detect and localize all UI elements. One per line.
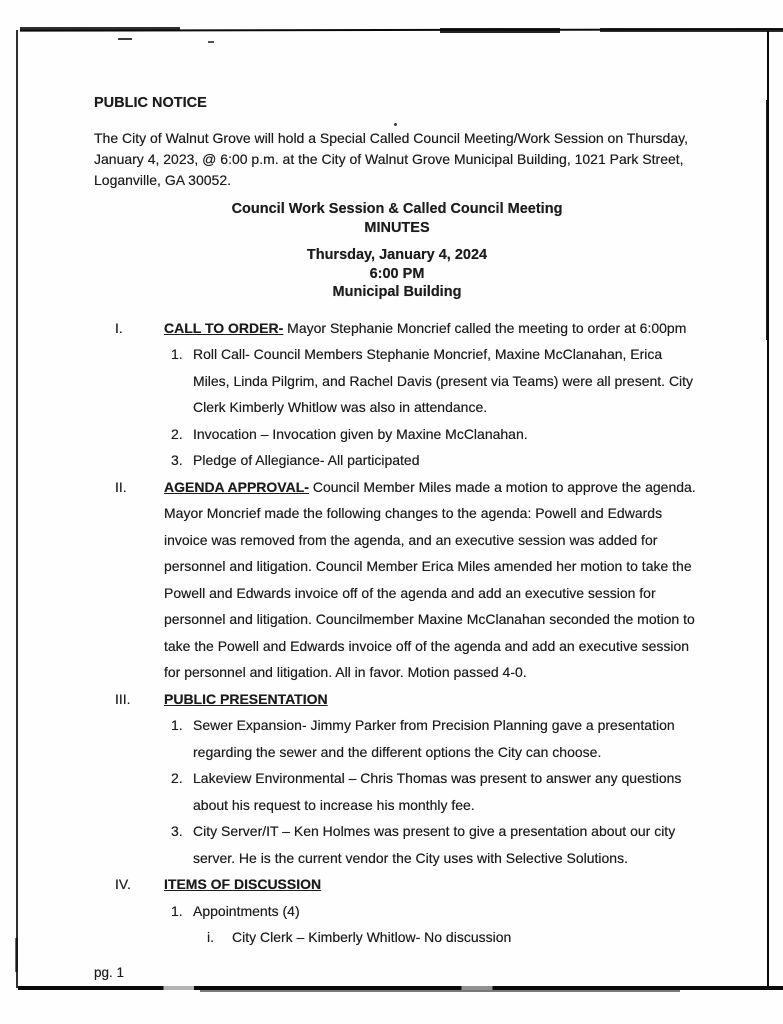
agenda-item-number: 3. [171, 823, 183, 839]
section-text [164, 315, 700, 342]
agenda-sub-item-text: City Clerk – Kimberly Whitlow- No discussion [232, 929, 512, 945]
section-text [164, 686, 700, 713]
section-items [94, 898, 700, 951]
page-number: pg. 1 [94, 965, 125, 980]
numeral-spacer [94, 712, 164, 871]
agenda-item-number: 1. [171, 346, 183, 362]
notice-paragraph: The City of Walnut Grove will hold a Special Called Council Meeting/Work Session on Thursday, January 4, 2023, @ 6:00 p.m. at the City of Walnut Grove Municipal Building, 1021 Park Street, Loganville, GA 30052. [94, 130, 688, 188]
title-spacer [94, 237, 700, 246]
section-numeral: I. [115, 319, 123, 336]
section-agenda-approval [94, 474, 700, 686]
scan-edge-right-dotted [767, 340, 769, 980]
agenda-item-text: Pledge of Allegiance- All participated [193, 452, 420, 468]
scan-edge-bottom-smudge [200, 990, 680, 992]
section-items [94, 341, 700, 474]
meeting-location: Municipal Building [332, 284, 462, 300]
scan-artifact-dash [118, 38, 132, 40]
scan-artifact-dash [208, 41, 214, 43]
agenda-item [164, 818, 700, 871]
agenda-item-text: City Server/IT – Ken Holmes was present to give a presentation about our city server. He is the current vendor the City uses with Selective Solutions. [193, 823, 676, 866]
document-body [94, 95, 700, 951]
minutes-label: MINUTES [364, 219, 430, 236]
title-block [94, 200, 700, 302]
scan-edge-left [16, 30, 18, 988]
meeting-time: 6:00 PM [369, 265, 425, 282]
section-text [164, 871, 700, 898]
agenda-item [164, 765, 700, 818]
section-numeral: III. [115, 690, 131, 707]
section-heading: ITEMS OF DISCUSSION [164, 876, 322, 892]
agenda-item-text: Sewer Expansion- Jimmy Parker from Precision Planning gave a presentation regarding the sewer and the different options the City can choose. [193, 717, 675, 760]
agenda-item [164, 712, 700, 765]
agenda-item-number: 2. [171, 770, 183, 786]
agenda-item-number: 1. [171, 902, 183, 919]
agenda-sub-item [164, 924, 700, 951]
scan-edge-top-smudge-right [600, 28, 783, 32]
section-items [94, 712, 700, 871]
public-notice-heading: PUBLIC NOTICE [94, 95, 207, 111]
agenda-item-number: 3. [171, 452, 183, 468]
meeting-title: Council Work Session & Called Council Meeting [231, 201, 563, 217]
section-heading: AGENDA APPROVAL- [164, 478, 309, 495]
agenda-item-number: 2. [171, 425, 183, 442]
section-items-of-discussion [94, 871, 700, 898]
scan-edge-right-smudge [766, 100, 769, 340]
agenda-item [164, 421, 700, 448]
section-text [164, 474, 700, 686]
agenda-item [164, 447, 700, 474]
section-call-to-order [94, 315, 700, 342]
numeral-spacer [94, 341, 164, 474]
agenda-item-number: 1. [171, 717, 183, 733]
agenda-item [164, 898, 700, 925]
section-heading-continuation: Council Member Miles made a motion to approve the agenda. Mayor Moncrief made the following changes to the agenda: Powell and Edwards invoice was removed from the agenda, and an executive session was added for personnel and litigation. Council Member Erica Miles amended her motion to take the Powell and Edwards invoice off of the agenda and add an executive session for personnel and litigation. Councilmember Maxine McClanahan seconded the motion to take the Powell and Edwards invoice off of the agenda and add an executive session for personnel and litigation. All in favor. Motion passed 4-0. [164, 478, 696, 680]
section-heading-continuation: Mayor Stephanie Moncrief called the meeting to order at 6:00pm [283, 319, 687, 336]
section-heading: CALL TO ORDER- [164, 319, 284, 336]
scan-edge-top-smudge-left [20, 27, 180, 31]
agenda-sub-item-number: i. [207, 929, 214, 945]
scan-artifact-speck [15, 938, 18, 972]
scan-edge-top-smudge-mid [440, 28, 560, 33]
agenda-item-text: Appointments (4) [193, 902, 300, 919]
section-numeral: IV. [115, 876, 131, 892]
agenda-item [164, 341, 700, 421]
section-heading: PUBLIC PRESENTATION [164, 690, 328, 707]
numeral-spacer [94, 898, 164, 951]
agenda-item-text: Roll Call- Council Members Stephanie Moncrief, Maxine McClanahan, Erica Miles, Linda Pilgrim, and Rachel Davis (present via Teams) were all present. City Clerk Kimberly Whitlow was also in attendance. [193, 346, 694, 415]
agenda-item-text: Invocation – Invocation given by Maxine McClanahan. [193, 425, 528, 442]
agenda-item-text: Lakeview Environmental – Chris Thomas was present to answer any questions about his request to increase his monthly fee. [193, 770, 682, 813]
meeting-date: Thursday, January 4, 2024 [306, 247, 488, 263]
section-numeral: II. [115, 478, 127, 495]
section-public-presentation [94, 686, 700, 713]
